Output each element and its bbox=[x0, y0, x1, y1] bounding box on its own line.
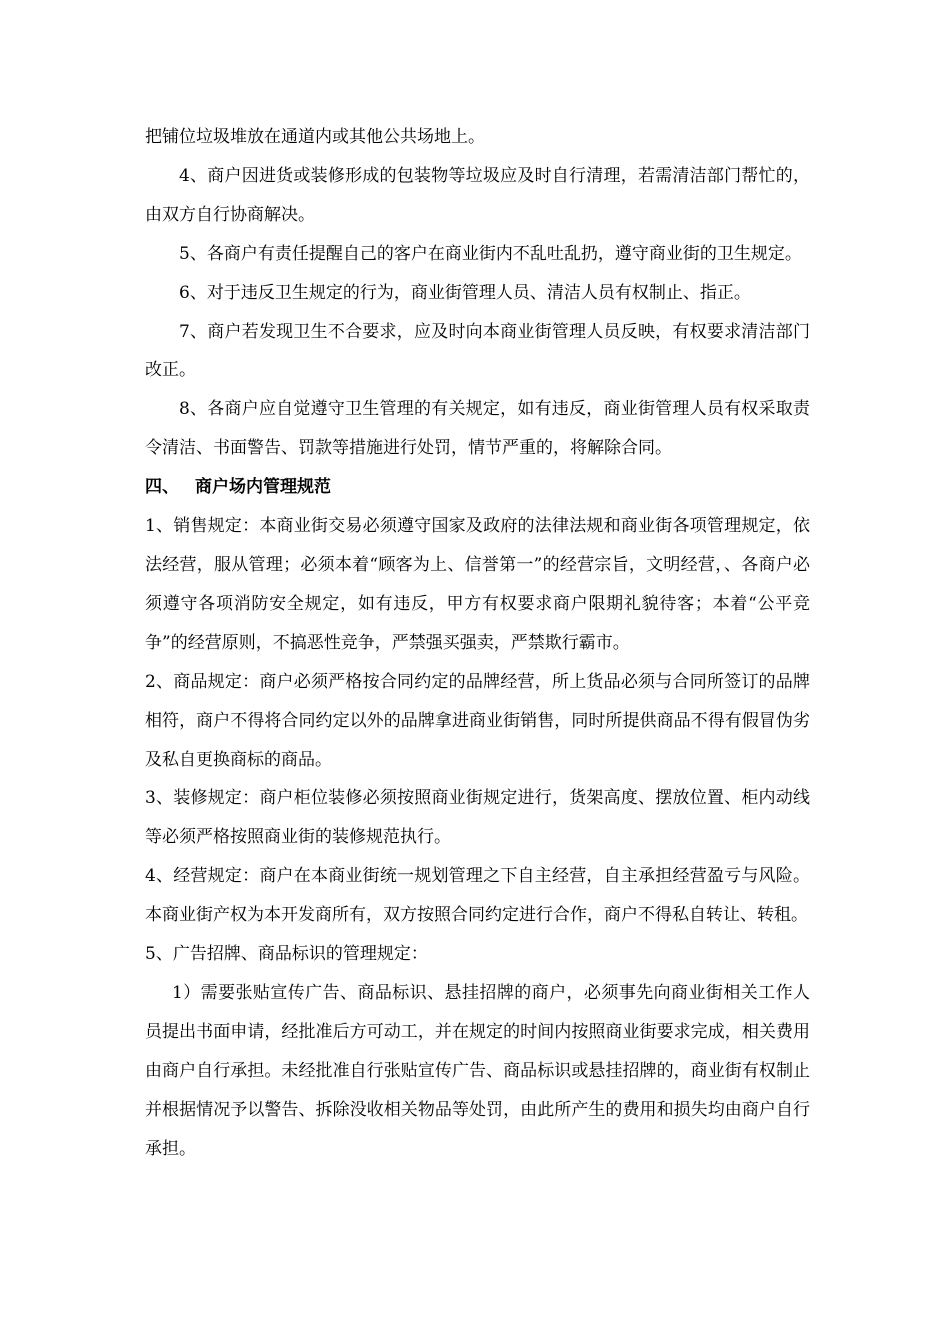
section-heading-title: 商户场内管理规范 bbox=[195, 477, 331, 498]
rule-item-2: 2、商品规定：商户必须严格按合同约定的品牌经营，所上货品必须与合同所签订的品牌相符，商户不得将合同约定以外的品牌拿进商业街销售，同时所提供商品不得有假冒伪劣及私自更换商标的商品。 bbox=[145, 671, 810, 770]
paragraph-item-4: 4、商户因进货或装修形成的包装物等垃圾应及时自行清理，若需清洁部门帮忙的，由双方自行协商解决。 bbox=[145, 165, 810, 225]
paragraph-item-7: 7、商户若发现卫生不合要求，应及时向本商业街管理人员反映，有权要求清洁部门改正。 bbox=[145, 321, 810, 381]
section-heading bbox=[145, 468, 810, 507]
document-body bbox=[145, 118, 810, 1168]
paragraph-continuation: 把铺位垃圾堆放在通道内或其他公共场地上。 bbox=[145, 127, 485, 147]
section-heading-number: 四、 bbox=[145, 477, 179, 498]
rule-item-1: 1、销售规定：本商业街交易必须遵守国家及政府的法律法规和商业街各项管理规定，依法经营，服从管理；必须本着“顾客为上、信誉第一”的经营宗旨，文明经营，、各商户必须遵守各项消防安全规定，如有违反，甲方有权要求商户限期礼貌待客；本着“公平竞争”的经营原则，不搞恶性竞争，严禁强买强卖，严禁欺行霸市。 bbox=[145, 516, 810, 653]
paragraph-item-5: 5、各商户有责任提醒自己的客户在商业街内不乱吐乱扔，遵守商业街的卫生规定。 bbox=[179, 243, 802, 264]
rule-item-5: 5、广告招牌、商品标识的管理规定： bbox=[145, 944, 428, 965]
paragraph-item-8: 8、各商户应自觉遵守卫生管理的有关规定，如有违反，商业街管理人员有权采取责令清洁、书面警告、罚款等措施进行处罚，情节严重的，将解除合同。 bbox=[145, 399, 810, 459]
paragraph-item-6: 6、对于违反卫生规定的行为，商业街管理人员、清洁人员有权制止、指正。 bbox=[179, 282, 751, 303]
rule-item-4: 4、经营规定：商户在本商业街统一规划管理之下自主经营，自主承担经营盈亏与风险。本商业街产权为本开发商所有，双方按照合同约定进行合作，商户不得私自转让、转租。 bbox=[145, 866, 810, 926]
rule-item-5-sub-1: 1）需要张贴宣传广告、商品标识、悬挂招牌的商户，必须事先向商业街相关工作人员提出书面申请，经批准后方可动工，并在规定的时间内按照商业街要求完成，相关费用由商户自行承担。未经批准自行张贴宣传广告、商品标识或悬挂招牌的，商业街有权制止并根据情况予以警告、拆除没收相关物品等处罚，由此所产生的费用和损失均由商户自行承担。 bbox=[145, 982, 810, 1159]
rule-item-3: 3、装修规定：商户柜位装修必须按照商业街规定进行，货架高度、摆放位置、柜内动线等必须严格按照商业街的装修规范执行。 bbox=[145, 788, 810, 848]
